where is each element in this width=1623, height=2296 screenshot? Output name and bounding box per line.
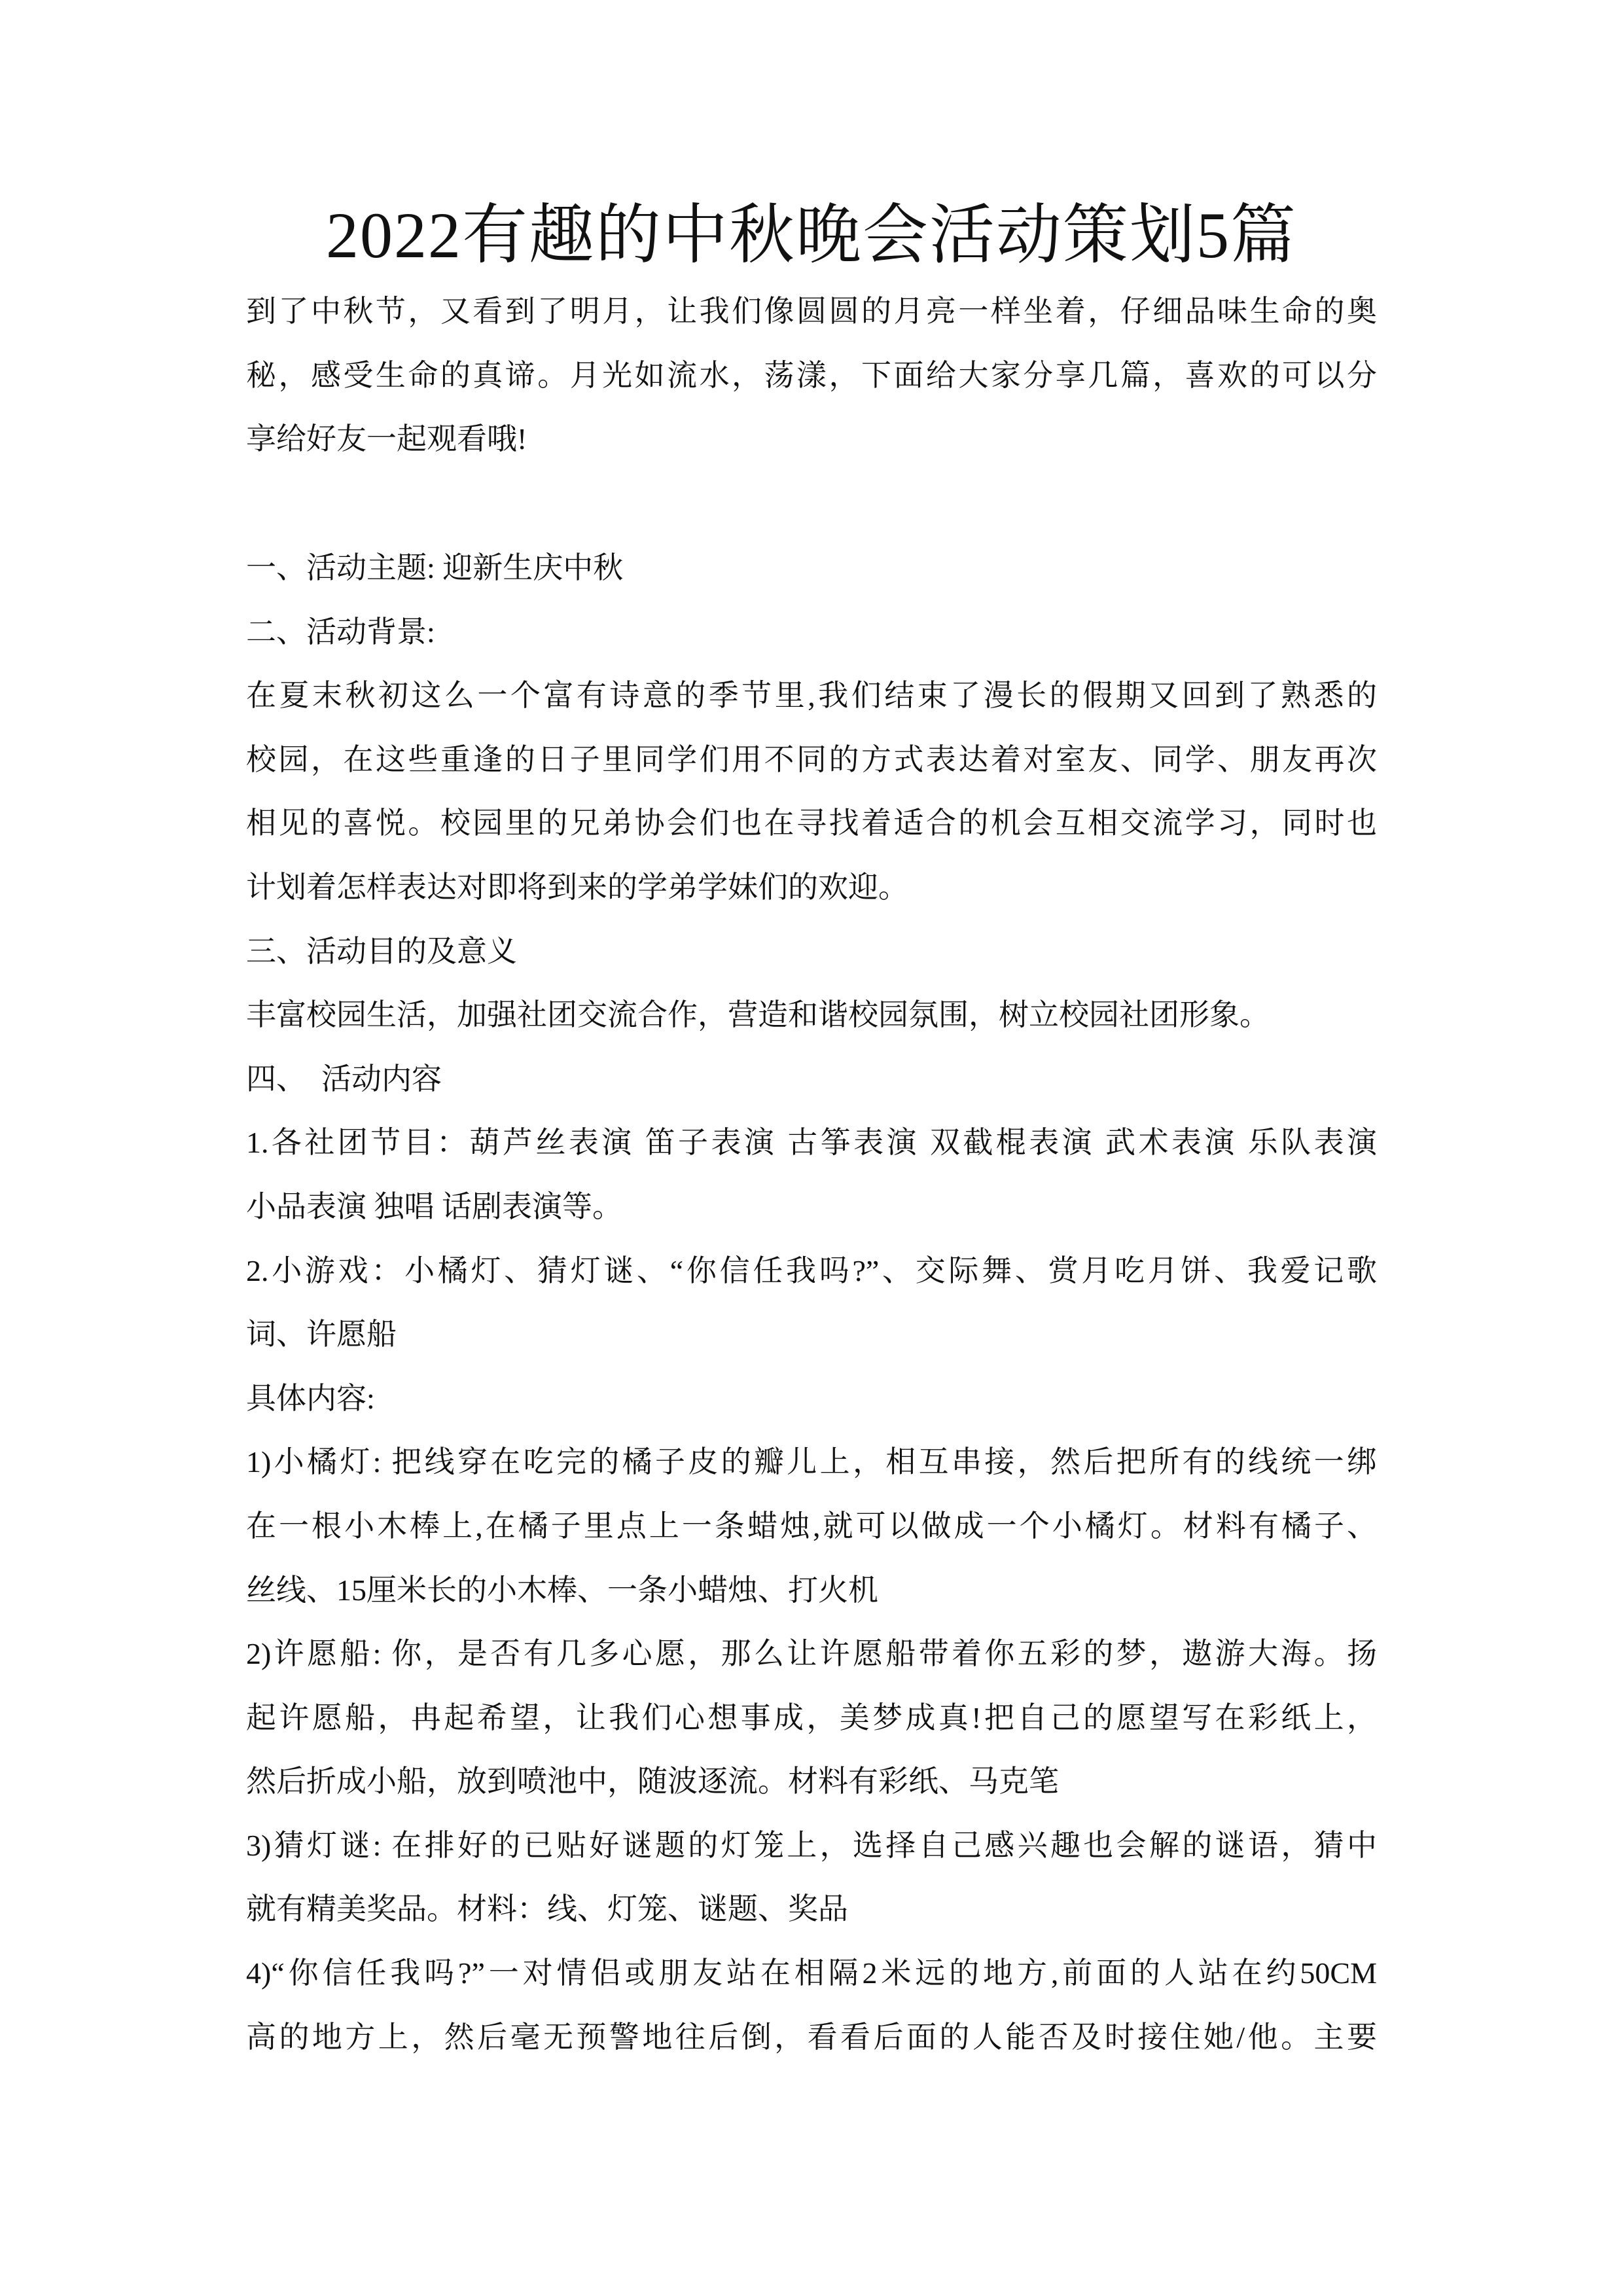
text-line: 然后折成小船，放到喷池中，随波逐流。材料有彩纸、马克笔: [246, 1765, 1059, 1799]
text-line: 在一根小木棒上,在橘子里点上一条蜡烛,就可以做成一个小橘灯。材料有橘子、: [246, 1509, 1377, 1543]
text-line: 高的地方上，然后毫无预警地往后倒，看看后面的人能否及时接住她/他。主要: [246, 2020, 1377, 2054]
text-line: 具体内容:: [246, 1381, 375, 1415]
text-line: 校园，在这些重逢的日子里同学们用不同的方式表达着对室友、同学、朋友再次: [246, 742, 1377, 776]
text-line: 就有精美奖品。材料：线、灯笼、谜题、奖品: [246, 1892, 848, 1926]
text-line: 丰富校园生活，加强社团交流合作，营造和谐校园氛围，树立校园社团形象。: [246, 998, 1270, 1032]
text-line: 计划着怎样表达对即将到来的学弟学妹们的欢迎。: [246, 870, 908, 904]
text-line: 起许愿船，冉起希望，让我们心想事成，美梦成真!把自己的愿望写在彩纸上，: [246, 1700, 1377, 1734]
text-line: 3)猜灯谜: 在排好的已贴好谜题的灯笼上，选择自己感兴趣也会解的谜语，猜中: [246, 1828, 1377, 1862]
intro-paragraph: [246, 279, 1377, 471]
text-line: 1.各社团节目：葫芦丝表演 笛子表演 古筝表演 双截棍表演 武术表演 乐队表演: [246, 1126, 1377, 1160]
text-line: 2.小游戏：小橘灯、猜灯谜、“你信任我吗?”、交际舞、赏月吃月饼、我爱记歌: [246, 1253, 1377, 1287]
text-line: 小品表演 独唱 话剧表演等。: [246, 1189, 622, 1223]
text-line: 到了中秋节，又看到了明月，让我们像圆圆的月亮一样坐着，仔细品味生命的奥: [246, 295, 1377, 328]
document-body: [246, 536, 1377, 2069]
text-line: 享给好友一起观看哦!: [246, 422, 527, 456]
text-line: 相见的喜悦。校园里的兄弟协会们也在寻找着适合的机会互相交流学习，同时也: [246, 806, 1377, 840]
section-heading: 二、活动背景:: [246, 615, 435, 649]
text-line: 在夏末秋初这么一个富有诗意的季节里,我们结束了漫长的假期又回到了熟悉的: [246, 679, 1377, 713]
section-heading: 四、 活动内容: [246, 1062, 442, 1096]
text-line: 丝线、15厘米长的小木棒、一条小蜡烛、打火机: [246, 1573, 878, 1607]
text-line: 4)“你信任我吗?”一对情侣或朋友站在相隔2米远的地方,前面的人站在约50CM: [246, 1956, 1377, 1990]
section-heading: 一、活动主题: 迎新生庆中秋: [246, 551, 624, 584]
text-line: 1)小橘灯: 把线穿在吃完的橘子皮的瓣儿上，相互串接，然后把所有的线统一绑: [246, 1445, 1377, 1479]
text-line: 2)许愿船: 你，是否有几多心愿，那么让许愿船带着你五彩的梦，遨游大海。扬: [246, 1637, 1377, 1671]
section-heading: 三、活动目的及意义: [246, 934, 517, 968]
text-line: 词、许愿船: [246, 1318, 397, 1352]
text-line: 秘，感受生命的真谛。月光如流水，荡漾，下面给大家分享几篇，喜欢的可以分: [246, 358, 1377, 392]
document-title: 2022有趣的中秋晚会活动策划5篇: [326, 199, 1297, 272]
